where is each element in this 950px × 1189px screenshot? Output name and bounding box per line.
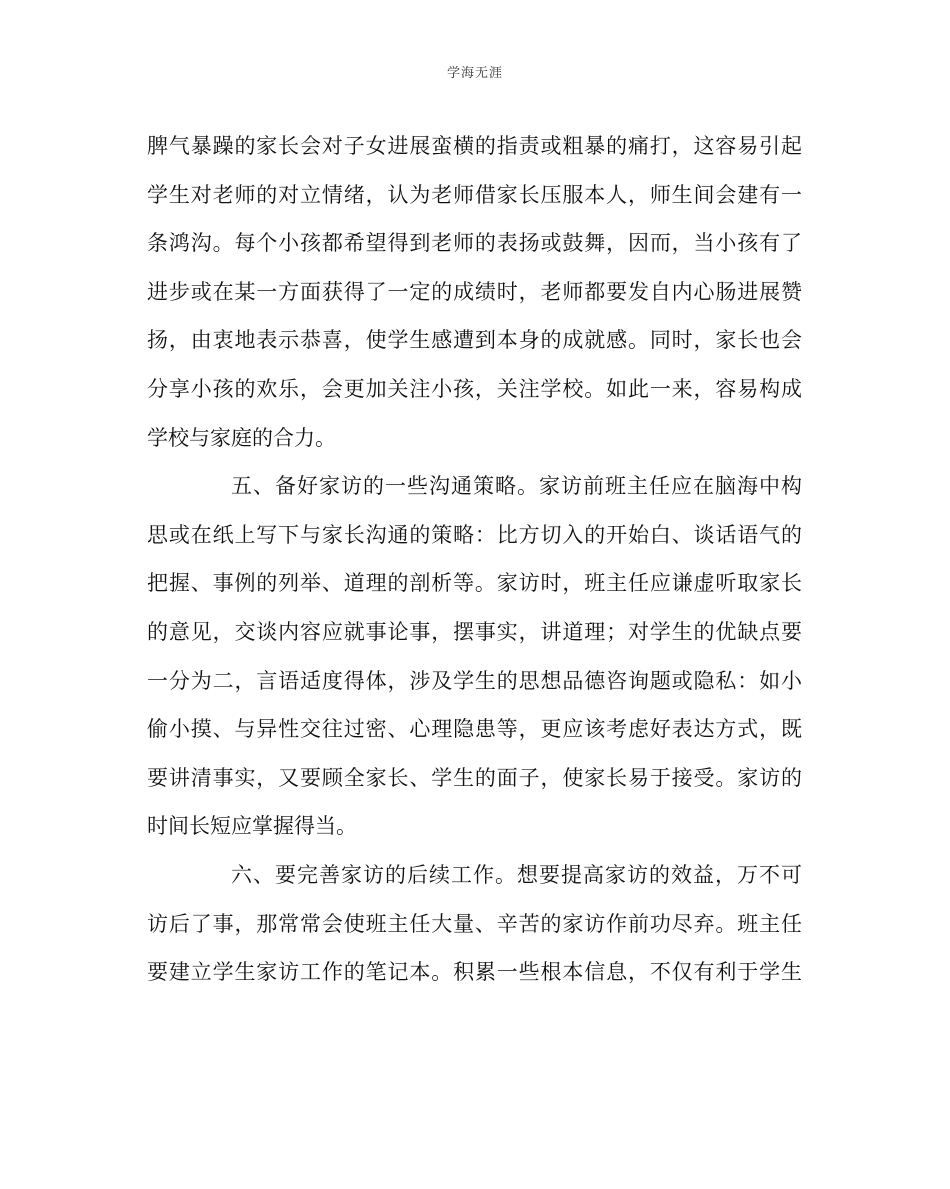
text-line: 学校与家庭的合力。	[147, 425, 336, 450]
text-line: 把握、事例的列举、道理的剖析等。家访时，班主任应谦虚听取家长	[147, 571, 802, 596]
page-header: 学海无涯	[446, 66, 503, 81]
text-line: 脾气暴躁的家长会对子女进展蛮横的指责或粗暴的痛打，这容易引起	[147, 134, 802, 158]
text-line: 思或在纸上写下与家长沟通的策略：比方切入的开始白、谈话语气的	[147, 522, 802, 547]
text-line: 时间长短应掌握得当。	[147, 814, 357, 839]
text-line: 条鸿沟。每个小孩都希望得到老师的表扬或鼓舞，因而，当小孩有了	[147, 231, 802, 256]
text-line: 访后了事，那常常会使班主任大量、辛苦的家访作前功尽弃。班主任	[147, 911, 802, 936]
text-line: 一分为二，言语适度得体，涉及学生的思想品德咨询题或隐私：如小	[147, 668, 802, 693]
text-line: 扬，由衷地表示恭喜，使学生感遭到本身的成就感。同时，家长也会	[147, 328, 802, 353]
text-line: 要讲清事实，又要顾全家长、学生的面子，使家长易于接受。家访的	[147, 765, 802, 790]
text-line: 偷小摸、与异性交往过密、心理隐患等，更应该考虑好表达方式，既	[147, 717, 802, 742]
text-line: 学生对老师的对立情绪，认为老师借家长压服本人，师生间会建有一	[147, 182, 802, 207]
text-line: 要建立学生家访工作的笔记本。积累一些根本信息，不仅有利于学生	[147, 960, 802, 985]
paragraph-first-line: 六、要完善家访的后续工作。想要提高家访的效益，万不可	[231, 862, 802, 887]
paragraph-first-line: 五、备好家访的一些沟通策略。家访前班主任应在脑海中构	[231, 474, 802, 499]
text-line: 分享小孩的欢乐，会更加关注小孩，关注学校。如此一来，容易构成	[147, 376, 802, 401]
text-line: 进步或在某一方面获得了一定的成绩时，老师都要发自内心肠进展赞	[147, 279, 802, 304]
text-line: 的意见，交谈内容应就事论事，摆事实，讲道理；对学生的优缺点要	[147, 619, 802, 644]
document-body	[147, 122, 802, 997]
